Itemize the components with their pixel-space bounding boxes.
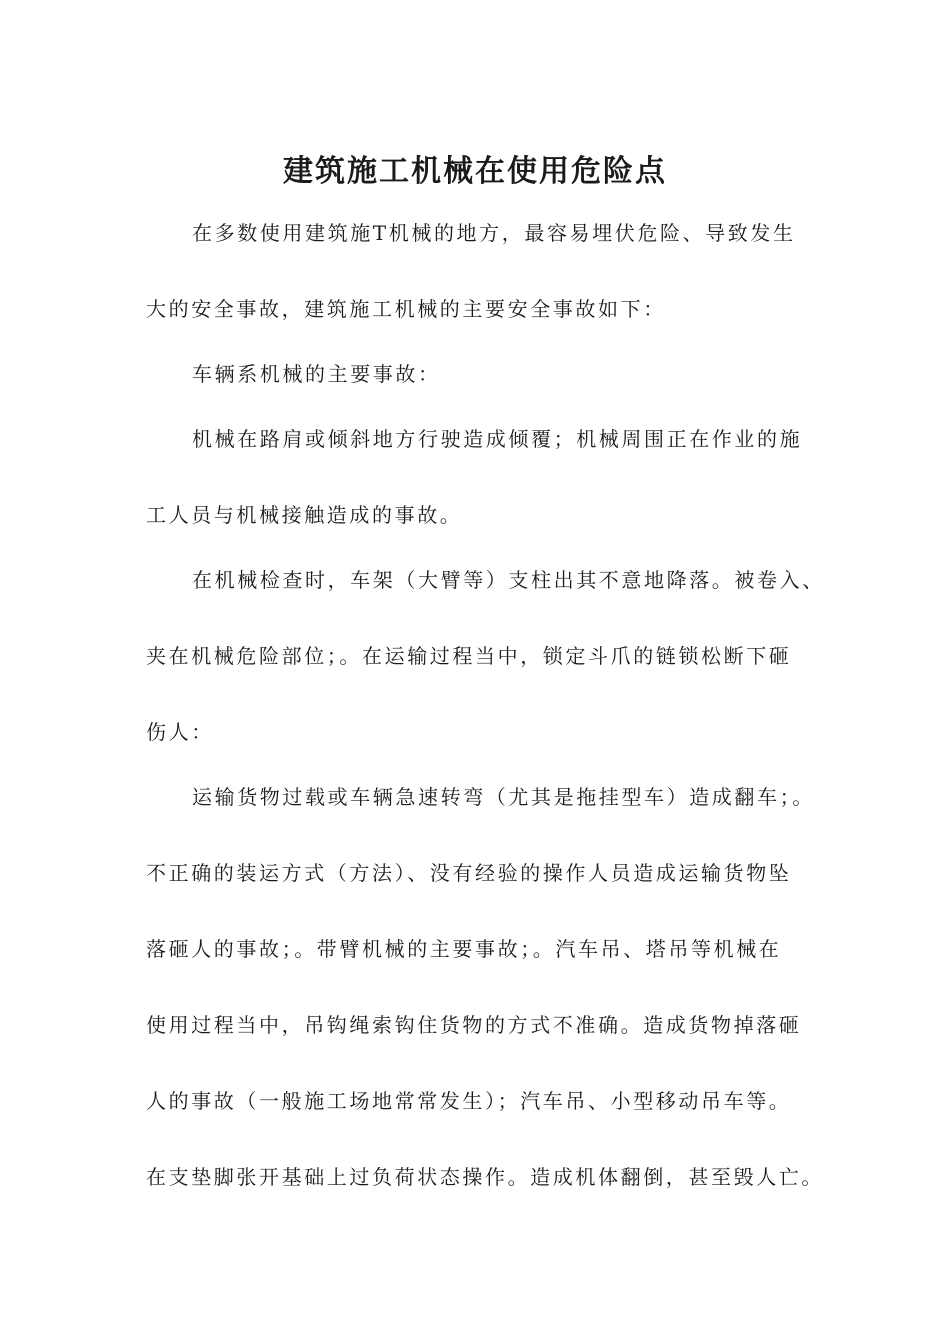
paragraph-line: 工人员与机械接触造成的事故。 xyxy=(146,503,463,527)
paragraph-line: 夹在机械危险部位；。在运输过程当中，锁定斗爪的链锁松断下砸 xyxy=(146,644,792,668)
paragraph-line: 机械在路肩或倾斜地方行驶造成倾覆；机械周围正在作业的施 xyxy=(192,427,803,451)
paragraph-line: 人的事故（一般施工场地常常发生）；汽车吊、小型移动吊车等。 xyxy=(146,1089,792,1113)
paragraph-line: 不正确的装运方式（方法）、没有经验的操作人员造成运输货物坠 xyxy=(146,861,792,885)
paragraph-line: 伤人： xyxy=(146,720,214,744)
paragraph-line: 运输货物过载或车辆急速转弯（尤其是拖挂型车）造成翻车；。 xyxy=(192,785,815,809)
paragraph-line: 大的安全事故，建筑施工机械的主要安全事故如下： xyxy=(146,297,666,321)
paragraph-line: 在支垫脚张开基础上过负荷状态操作。造成机体翻倒，甚至毁人亡。 xyxy=(146,1165,824,1189)
paragraph-line: 落砸人的事故；。带臂机械的主要事故；。汽车吊、塔吊等机械在 xyxy=(146,937,782,961)
paragraph-line: 使用过程当中，吊钩绳索钩住货物的方式不准确。造成货物掉落砸 xyxy=(146,1013,802,1037)
paragraph-line: 在多数使用建筑施T机械的地方，最容易埋伏危险、导致发生 xyxy=(192,221,796,245)
document-body xyxy=(146,195,825,1215)
page-title: 建筑施工机械在使用危险点 xyxy=(283,154,667,190)
paragraph-line: 车辆系机械的主要事故： xyxy=(192,362,441,386)
paragraph-line: 在机械检查时，车架（大臂等）支柱出其不意地降落。被卷入、 xyxy=(192,568,825,592)
